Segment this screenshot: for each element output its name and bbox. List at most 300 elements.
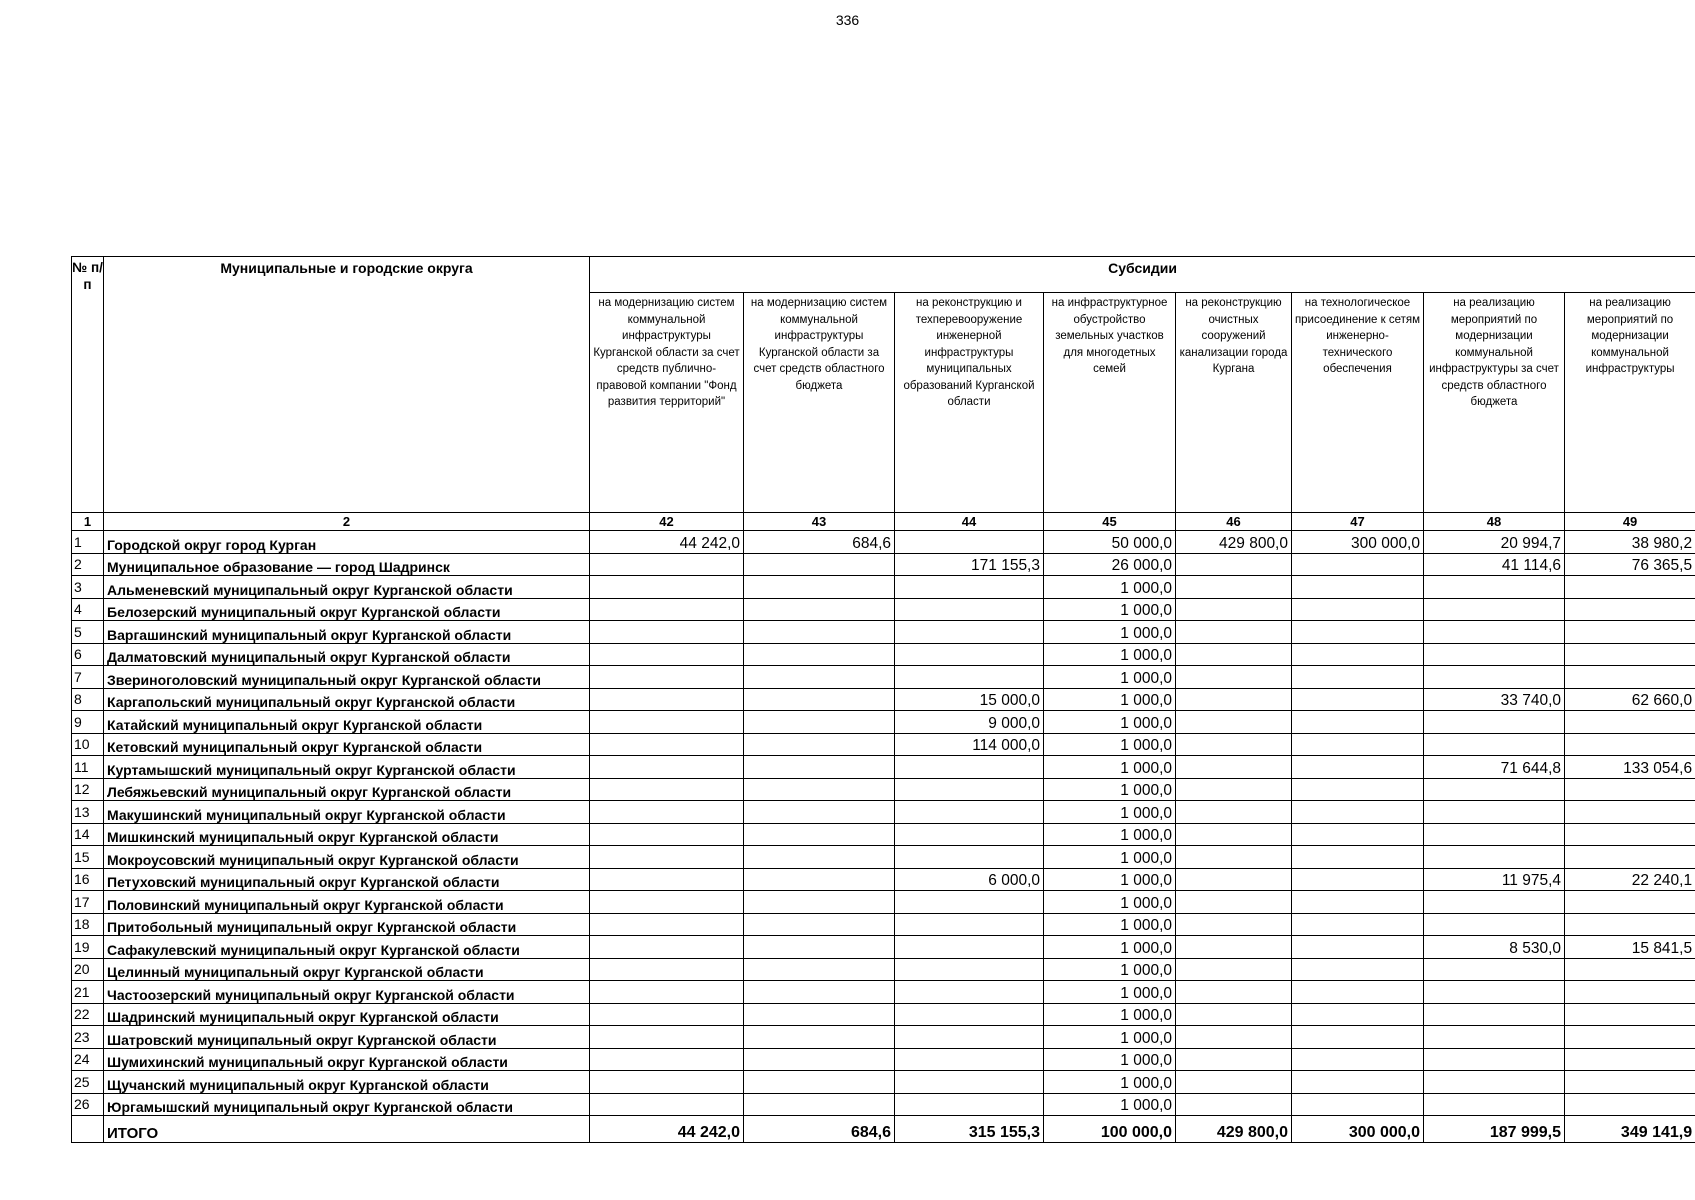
row-value-col-47 xyxy=(1292,1026,1424,1049)
table-row xyxy=(72,1093,1695,1116)
row-value-col-47 xyxy=(1292,1071,1424,1094)
row-value-col-42 xyxy=(590,576,744,599)
row-value-col-48 xyxy=(1424,1026,1565,1049)
row-value-col-42 xyxy=(590,801,744,824)
row-name: Городской округ город Курган xyxy=(104,531,590,554)
total-value-col-49: 349 141,9 xyxy=(1565,1116,1695,1143)
row-number: 18 xyxy=(72,913,104,936)
row-value-col-43 xyxy=(744,1093,895,1116)
row-value-col-46 xyxy=(1176,778,1292,801)
row-value-col-45: 50 000,0 xyxy=(1044,531,1176,554)
row-value-col-42 xyxy=(590,823,744,846)
header-subcol-4: на инфраструктурное обустройство земельных участков для многодетных семей xyxy=(1044,293,1176,513)
row-value-col-46 xyxy=(1176,733,1292,756)
row-value-col-45: 1 000,0 xyxy=(1044,643,1176,666)
index-cell: 45 xyxy=(1044,513,1176,531)
row-value-col-48 xyxy=(1424,1048,1565,1071)
row-number: 14 xyxy=(72,823,104,846)
row-value-col-42: 44 242,0 xyxy=(590,531,744,554)
table-row xyxy=(72,801,1695,824)
row-value-col-44 xyxy=(895,891,1044,914)
row-value-col-49 xyxy=(1565,1048,1695,1071)
row-value-col-48 xyxy=(1424,1003,1565,1026)
row-number: 12 xyxy=(72,778,104,801)
row-name: Притобольный муниципальный округ Курганской области xyxy=(104,913,590,936)
table-row xyxy=(72,936,1695,959)
row-value-col-48 xyxy=(1424,733,1565,756)
index-cell: 1 xyxy=(72,513,104,531)
row-value-col-43 xyxy=(744,936,895,959)
row-name: Частоозерский муниципальный округ Курганской области xyxy=(104,981,590,1004)
row-value-col-45: 26 000,0 xyxy=(1044,553,1176,576)
row-value-col-48: 41 114,6 xyxy=(1424,553,1565,576)
total-value-col-47: 300 000,0 xyxy=(1292,1116,1424,1143)
row-value-col-45: 1 000,0 xyxy=(1044,1048,1176,1071)
total-value-col-44: 315 155,3 xyxy=(895,1116,1044,1143)
row-value-col-43 xyxy=(744,553,895,576)
row-value-col-46 xyxy=(1176,936,1292,959)
row-name: Петуховский муниципальный округ Курганской области xyxy=(104,868,590,891)
row-number: 26 xyxy=(72,1093,104,1116)
row-value-col-43 xyxy=(744,981,895,1004)
row-value-col-43: 684,6 xyxy=(744,531,895,554)
table-row xyxy=(72,823,1695,846)
row-value-col-42 xyxy=(590,1003,744,1026)
row-number: 21 xyxy=(72,981,104,1004)
row-value-col-43 xyxy=(744,823,895,846)
row-name: Юргамышский муниципальный округ Курганской области xyxy=(104,1093,590,1116)
row-value-col-46 xyxy=(1176,846,1292,869)
row-value-col-48 xyxy=(1424,891,1565,914)
row-value-col-45: 1 000,0 xyxy=(1044,733,1176,756)
table-row xyxy=(72,913,1695,936)
row-value-col-43 xyxy=(744,643,895,666)
row-number: 7 xyxy=(72,666,104,689)
row-value-col-49 xyxy=(1565,576,1695,599)
row-name: Альменевский муниципальный округ Курганской области xyxy=(104,576,590,599)
index-cell: 46 xyxy=(1176,513,1292,531)
row-value-col-43 xyxy=(744,621,895,644)
row-name: Звериноголовский муниципальный округ Курганской области xyxy=(104,666,590,689)
table-row xyxy=(72,868,1695,891)
row-value-col-45: 1 000,0 xyxy=(1044,846,1176,869)
index-cell: 44 xyxy=(895,513,1044,531)
row-number: 1 xyxy=(72,531,104,554)
row-value-col-45: 1 000,0 xyxy=(1044,756,1176,779)
row-name: Лебяжьевский муниципальный округ Курганской области xyxy=(104,778,590,801)
row-value-col-46 xyxy=(1176,666,1292,689)
row-value-col-43 xyxy=(744,846,895,869)
row-value-col-47 xyxy=(1292,711,1424,734)
row-number: 9 xyxy=(72,711,104,734)
row-value-col-44 xyxy=(895,643,1044,666)
row-value-col-49 xyxy=(1565,1071,1695,1094)
row-number: 17 xyxy=(72,891,104,914)
row-value-col-42 xyxy=(590,553,744,576)
row-value-col-43 xyxy=(744,913,895,936)
header-subcol-2: на модернизацию систем коммунальной инфраструктуры Курганской области за счет средств областного бюджета xyxy=(744,293,895,513)
row-number: 5 xyxy=(72,621,104,644)
row-value-col-44 xyxy=(895,981,1044,1004)
row-value-col-42 xyxy=(590,1026,744,1049)
row-value-col-48 xyxy=(1424,621,1565,644)
table-row xyxy=(72,711,1695,734)
table-row xyxy=(72,576,1695,599)
index-cell: 47 xyxy=(1292,513,1424,531)
row-number: 16 xyxy=(72,868,104,891)
row-value-col-49 xyxy=(1565,891,1695,914)
row-value-col-47 xyxy=(1292,553,1424,576)
row-value-col-43 xyxy=(744,666,895,689)
row-name: Сафакулевский муниципальный округ Курганской области xyxy=(104,936,590,959)
row-value-col-44: 171 155,3 xyxy=(895,553,1044,576)
row-number: 24 xyxy=(72,1048,104,1071)
row-value-col-47 xyxy=(1292,756,1424,779)
row-value-col-46 xyxy=(1176,868,1292,891)
row-value-col-44 xyxy=(895,1093,1044,1116)
row-value-col-44 xyxy=(895,666,1044,689)
row-value-col-44 xyxy=(895,1003,1044,1026)
row-value-col-44 xyxy=(895,1026,1044,1049)
row-value-col-46 xyxy=(1176,1093,1292,1116)
row-value-col-47 xyxy=(1292,576,1424,599)
row-value-col-42 xyxy=(590,958,744,981)
header-subcol-3: на реконструкцию и техперевооружение инженерной инфраструктуры муниципальных образований Курганской области xyxy=(895,293,1044,513)
total-value-col-42: 44 242,0 xyxy=(590,1116,744,1143)
row-value-col-44: 15 000,0 xyxy=(895,688,1044,711)
row-value-col-46 xyxy=(1176,688,1292,711)
header-num: № п/п xyxy=(72,257,104,513)
index-cell: 49 xyxy=(1565,513,1695,531)
row-value-col-47 xyxy=(1292,598,1424,621)
row-value-col-43 xyxy=(744,1048,895,1071)
row-value-col-46 xyxy=(1176,711,1292,734)
row-number: 3 xyxy=(72,576,104,599)
table-row xyxy=(72,733,1695,756)
row-value-col-43 xyxy=(744,688,895,711)
row-value-col-49 xyxy=(1565,621,1695,644)
row-value-col-49 xyxy=(1565,958,1695,981)
row-value-col-43 xyxy=(744,1071,895,1094)
row-name: Катайский муниципальный округ Курганской области xyxy=(104,711,590,734)
row-value-col-46 xyxy=(1176,756,1292,779)
table-row xyxy=(72,1071,1695,1094)
row-value-col-47 xyxy=(1292,621,1424,644)
row-value-col-47: 300 000,0 xyxy=(1292,531,1424,554)
row-number: 25 xyxy=(72,1071,104,1094)
row-value-col-46 xyxy=(1176,643,1292,666)
row-value-col-46 xyxy=(1176,621,1292,644)
row-value-col-45: 1 000,0 xyxy=(1044,981,1176,1004)
row-value-col-48 xyxy=(1424,778,1565,801)
row-value-col-43 xyxy=(744,958,895,981)
row-value-col-44: 9 000,0 xyxy=(895,711,1044,734)
row-value-col-43 xyxy=(744,801,895,824)
table-row xyxy=(72,666,1695,689)
row-value-col-44: 6 000,0 xyxy=(895,868,1044,891)
row-value-col-45: 1 000,0 xyxy=(1044,801,1176,824)
row-value-col-49: 133 054,6 xyxy=(1565,756,1695,779)
table-row xyxy=(72,778,1695,801)
row-number: 11 xyxy=(72,756,104,779)
row-value-col-43 xyxy=(744,1003,895,1026)
table-row xyxy=(72,756,1695,779)
row-value-col-49 xyxy=(1565,913,1695,936)
row-value-col-46 xyxy=(1176,598,1292,621)
header-subsidies: Субсидии xyxy=(590,257,1695,293)
row-value-col-49 xyxy=(1565,778,1695,801)
row-value-col-44: 114 000,0 xyxy=(895,733,1044,756)
row-name: Белозерский муниципальный округ Курганской области xyxy=(104,598,590,621)
row-value-col-49: 62 660,0 xyxy=(1565,688,1695,711)
row-value-col-49: 22 240,1 xyxy=(1565,868,1695,891)
row-number: 22 xyxy=(72,1003,104,1026)
row-value-col-42 xyxy=(590,733,744,756)
row-name: Шатровский муниципальный округ Курганской области xyxy=(104,1026,590,1049)
row-value-col-42 xyxy=(590,666,744,689)
table-row xyxy=(72,643,1695,666)
row-value-col-44 xyxy=(895,1071,1044,1094)
row-value-col-45: 1 000,0 xyxy=(1044,1071,1176,1094)
row-value-col-45: 1 000,0 xyxy=(1044,958,1176,981)
row-value-col-42 xyxy=(590,621,744,644)
row-value-col-43 xyxy=(744,711,895,734)
row-name: Муниципальное образование — город Шадринск xyxy=(104,553,590,576)
total-row xyxy=(72,1116,1695,1143)
table-row xyxy=(72,846,1695,869)
index-cell: 42 xyxy=(590,513,744,531)
table-row xyxy=(72,958,1695,981)
row-number: 2 xyxy=(72,553,104,576)
row-value-col-49 xyxy=(1565,981,1695,1004)
table-row xyxy=(72,531,1695,554)
table-row xyxy=(72,1048,1695,1071)
row-value-col-45: 1 000,0 xyxy=(1044,1003,1176,1026)
row-value-col-49: 76 365,5 xyxy=(1565,553,1695,576)
row-value-col-48 xyxy=(1424,1093,1565,1116)
total-num-cell xyxy=(72,1116,104,1143)
row-value-col-49 xyxy=(1565,846,1695,869)
row-value-col-47 xyxy=(1292,688,1424,711)
row-name: Кетовский муниципальный округ Курганской области xyxy=(104,733,590,756)
row-value-col-45: 1 000,0 xyxy=(1044,778,1176,801)
table-row xyxy=(72,1003,1695,1026)
row-value-col-47 xyxy=(1292,666,1424,689)
row-value-col-44 xyxy=(895,846,1044,869)
row-value-col-48 xyxy=(1424,958,1565,981)
row-value-col-46 xyxy=(1176,1026,1292,1049)
row-value-col-42 xyxy=(590,756,744,779)
row-value-col-42 xyxy=(590,846,744,869)
row-value-col-48: 33 740,0 xyxy=(1424,688,1565,711)
row-value-col-43 xyxy=(744,576,895,599)
row-name: Мишкинский муниципальный округ Курганской области xyxy=(104,823,590,846)
row-name: Целинный муниципальный округ Курганской области xyxy=(104,958,590,981)
row-name: Далматовский муниципальный округ Курганской области xyxy=(104,643,590,666)
row-value-col-46: 429 800,0 xyxy=(1176,531,1292,554)
row-value-col-49 xyxy=(1565,666,1695,689)
row-value-col-47 xyxy=(1292,1093,1424,1116)
row-value-col-47 xyxy=(1292,958,1424,981)
row-value-col-42 xyxy=(590,688,744,711)
row-value-col-48 xyxy=(1424,913,1565,936)
row-value-col-49 xyxy=(1565,1093,1695,1116)
row-value-col-46 xyxy=(1176,576,1292,599)
row-value-col-47 xyxy=(1292,913,1424,936)
row-value-col-47 xyxy=(1292,733,1424,756)
row-value-col-46 xyxy=(1176,1003,1292,1026)
row-name: Щучанский муниципальный округ Курганской области xyxy=(104,1071,590,1094)
header-subcol-7: на реализацию мероприятий по модернизации коммунальной инфраструктуры за счет средств областного бюджета xyxy=(1424,293,1565,513)
row-value-col-47 xyxy=(1292,778,1424,801)
row-value-col-46 xyxy=(1176,1071,1292,1094)
row-value-col-45: 1 000,0 xyxy=(1044,936,1176,959)
row-value-col-48 xyxy=(1424,711,1565,734)
row-value-col-46 xyxy=(1176,1048,1292,1071)
row-value-col-46 xyxy=(1176,913,1292,936)
row-value-col-44 xyxy=(895,621,1044,644)
row-value-col-49: 15 841,5 xyxy=(1565,936,1695,959)
row-value-col-48: 8 530,0 xyxy=(1424,936,1565,959)
row-value-col-42 xyxy=(590,1048,744,1071)
row-value-col-43 xyxy=(744,868,895,891)
row-value-col-42 xyxy=(590,778,744,801)
row-number: 10 xyxy=(72,733,104,756)
row-value-col-49 xyxy=(1565,733,1695,756)
row-value-col-46 xyxy=(1176,981,1292,1004)
row-number: 23 xyxy=(72,1026,104,1049)
row-value-col-42 xyxy=(590,711,744,734)
row-value-col-49 xyxy=(1565,823,1695,846)
total-value-col-48: 187 999,5 xyxy=(1424,1116,1565,1143)
row-value-col-42 xyxy=(590,936,744,959)
row-value-col-44 xyxy=(895,936,1044,959)
row-name: Мокроусовский муниципальный округ Курганской области xyxy=(104,846,590,869)
row-value-col-46 xyxy=(1176,553,1292,576)
row-value-col-44 xyxy=(895,778,1044,801)
row-value-col-45: 1 000,0 xyxy=(1044,621,1176,644)
row-value-col-49 xyxy=(1565,643,1695,666)
table-row xyxy=(72,553,1695,576)
table-row xyxy=(72,688,1695,711)
row-number: 20 xyxy=(72,958,104,981)
row-value-col-46 xyxy=(1176,801,1292,824)
row-value-col-49 xyxy=(1565,711,1695,734)
row-value-col-43 xyxy=(744,756,895,779)
row-value-col-48 xyxy=(1424,846,1565,869)
row-value-col-42 xyxy=(590,913,744,936)
row-number: 6 xyxy=(72,643,104,666)
row-value-col-49 xyxy=(1565,801,1695,824)
row-name: Варгашинский муниципальный округ Курганской области xyxy=(104,621,590,644)
row-value-col-45: 1 000,0 xyxy=(1044,576,1176,599)
row-name: Шумихинский муниципальный округ Курганской области xyxy=(104,1048,590,1071)
row-value-col-46 xyxy=(1176,958,1292,981)
row-value-col-48: 11 975,4 xyxy=(1424,868,1565,891)
row-number: 15 xyxy=(72,846,104,869)
row-value-col-45: 1 000,0 xyxy=(1044,688,1176,711)
row-value-col-48 xyxy=(1424,981,1565,1004)
page-number: 336 xyxy=(835,12,860,28)
row-value-col-42 xyxy=(590,891,744,914)
row-value-col-49 xyxy=(1565,598,1695,621)
table-row xyxy=(72,891,1695,914)
total-label: ИТОГО xyxy=(104,1116,590,1143)
row-value-col-47 xyxy=(1292,643,1424,666)
row-value-col-48 xyxy=(1424,801,1565,824)
header-subcol-8: на реализацию мероприятий по модернизации коммунальной инфраструктуры xyxy=(1565,293,1695,513)
row-value-col-44 xyxy=(895,913,1044,936)
row-name: Макушинский муниципальный округ Курганской области xyxy=(104,801,590,824)
row-value-col-44 xyxy=(895,801,1044,824)
row-value-col-46 xyxy=(1176,891,1292,914)
row-number: 4 xyxy=(72,598,104,621)
row-value-col-45: 1 000,0 xyxy=(1044,868,1176,891)
row-value-col-48 xyxy=(1424,598,1565,621)
header-subcol-6: на технологическое присоединение к сетям инженерно-технического обеспечения xyxy=(1292,293,1424,513)
row-name: Половинский муниципальный округ Курганской области xyxy=(104,891,590,914)
row-name: Шадринский муниципальный округ Курганской области xyxy=(104,1003,590,1026)
index-cell: 43 xyxy=(744,513,895,531)
total-value-col-45: 100 000,0 xyxy=(1044,1116,1176,1143)
row-value-col-49 xyxy=(1565,1003,1695,1026)
row-value-col-45: 1 000,0 xyxy=(1044,598,1176,621)
row-value-col-42 xyxy=(590,598,744,621)
row-value-col-47 xyxy=(1292,891,1424,914)
row-value-col-49 xyxy=(1565,1026,1695,1049)
table-row xyxy=(72,981,1695,1004)
row-name: Куртамышский муниципальный округ Курганской области xyxy=(104,756,590,779)
row-value-col-43 xyxy=(744,598,895,621)
header-subcol-5: на реконструкцию очистных сооружений канализации города Кургана xyxy=(1176,293,1292,513)
row-value-col-47 xyxy=(1292,846,1424,869)
header-name: Муниципальные и городские округа xyxy=(104,257,590,513)
row-value-col-44 xyxy=(895,598,1044,621)
row-value-col-43 xyxy=(744,1026,895,1049)
row-value-col-45: 1 000,0 xyxy=(1044,1026,1176,1049)
row-value-col-48 xyxy=(1424,666,1565,689)
row-value-col-48 xyxy=(1424,823,1565,846)
row-value-col-47 xyxy=(1292,1048,1424,1071)
row-value-col-44 xyxy=(895,958,1044,981)
subsidies-table xyxy=(71,256,1695,1143)
row-value-col-45: 1 000,0 xyxy=(1044,711,1176,734)
row-name: Каргапольский муниципальный округ Курганской области xyxy=(104,688,590,711)
row-value-col-45: 1 000,0 xyxy=(1044,666,1176,689)
row-value-col-47 xyxy=(1292,868,1424,891)
row-value-col-48: 20 994,7 xyxy=(1424,531,1565,554)
row-value-col-45: 1 000,0 xyxy=(1044,1093,1176,1116)
row-value-col-47 xyxy=(1292,981,1424,1004)
row-value-col-44 xyxy=(895,1048,1044,1071)
row-value-col-42 xyxy=(590,643,744,666)
total-value-col-43: 684,6 xyxy=(744,1116,895,1143)
row-value-col-42 xyxy=(590,981,744,1004)
table-row xyxy=(72,1026,1695,1049)
row-value-col-42 xyxy=(590,1093,744,1116)
row-value-col-48 xyxy=(1424,643,1565,666)
row-value-col-47 xyxy=(1292,1003,1424,1026)
row-value-col-48 xyxy=(1424,576,1565,599)
row-value-col-42 xyxy=(590,1071,744,1094)
row-value-col-47 xyxy=(1292,936,1424,959)
row-value-col-45: 1 000,0 xyxy=(1044,823,1176,846)
row-number: 13 xyxy=(72,801,104,824)
subsidies-table-container xyxy=(71,256,1693,1143)
row-value-col-44 xyxy=(895,531,1044,554)
row-value-col-43 xyxy=(744,733,895,756)
row-value-col-45: 1 000,0 xyxy=(1044,891,1176,914)
